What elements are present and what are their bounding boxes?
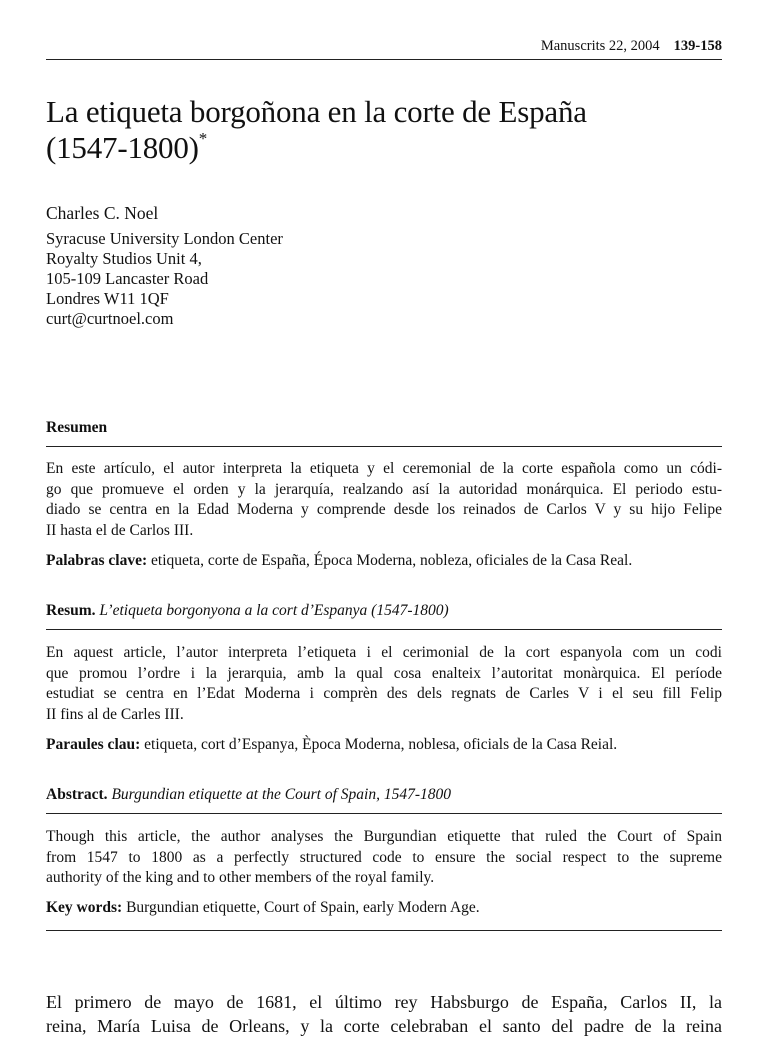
abstract-text [46,827,722,889]
resum-line: En aquest article, l’autor interpreta l’etiqueta i el cerimonial de la cort espanyola com un codi [46,644,722,661]
resumen-line: diado se centra en la Edad Moderna y comprende desde los reinados de Carlos V y su hijo Felipe [46,501,722,519]
keywords-value: Burgundian etiquette, Court of Spain, early Modern Age. [126,899,480,916]
resumen-text [46,459,722,541]
title-line-1: La etiqueta borgoñona en la corte de España [46,94,587,129]
resum-keywords [46,735,617,755]
resum-title: L’etiqueta borgonyona a la cort d’Espanya (1547-1800) [99,602,449,619]
affiliation-line: Londres W11 1QF [46,289,169,308]
keywords-label: Paraules clau: [46,736,141,753]
article-title [46,94,587,166]
resumen-line: II hasta el de Carlos III. [46,521,194,539]
keywords-label: Key words: [46,899,123,916]
abstract-heading: Abstract. Burgundian etiquette at the Court of Spain, 1547-1800 [46,786,451,803]
resum-line: que promou l’ordre i la jerarquia, amb la qual cosa enalteix l’autoritat monàrquica. El període [46,664,722,682]
abstract-bottom-rule [46,930,722,931]
resumen-heading: Resumen [46,419,108,436]
body-line: reina, María Luisa de Orleans, y la corte celebraban el santo del padre de la reina [46,1016,722,1036]
resumen-line: En este artículo, el autor interpreta la etiqueta y el ceremonial de la corte española como un códi- [46,460,722,477]
resumen-rule [46,446,722,447]
abstract-keywords [46,898,480,918]
abstract-line: authority of the king and to other members of the royal family. [46,869,435,887]
keywords-label: Palabras clave: [46,552,148,569]
author-email[interactable]: curt@curtnoel.com [46,309,174,328]
author-affiliation [46,229,283,329]
title-footnote-mark[interactable]: * [198,129,208,148]
resumen-keywords [46,551,632,571]
body-line: El primero de mayo de 1681, el último rey Habsburgo de España, Carlos II, la [46,992,722,1012]
page-range: 139-158 [673,38,722,54]
header-rule [46,59,722,60]
keywords-value: etiqueta, cort d’Espanya, Època Moderna, noblesa, oficials de la Casa Reial. [144,736,618,753]
keywords-value: etiqueta, corte de España, Época Moderna, nobleza, oficiales de la Casa Real. [151,552,633,569]
affiliation-line: Syracuse University London Center [46,229,283,248]
running-head [541,37,722,55]
resum-text [46,643,722,725]
resumen-line: go que promueve el orden y la jerarquía, realzando así la autoridad monárquica. El periodo estu- [46,480,722,498]
main-body-text [46,990,722,1038]
journal-citation: Manuscrits 22, 2004 [540,38,660,54]
affiliation-line: 105-109 Lancaster Road [46,269,209,288]
resum-line: II fins al de Carles III. [46,705,184,723]
abstract-rule [46,813,722,814]
resum-line: estudiat se centra en l’Edat Moderna i comprèn des dels regnats de Carles V i el seu fill Felip [46,685,722,703]
affiliation-line: Royalty Studios Unit 4, [46,249,202,268]
abstract-line: Though this article, the author analyses the Burgundian etiquette that ruled the Court of Spain [46,828,722,845]
title-line-2: (1547-1800) [46,130,199,165]
resum-heading: Resum. L’etiqueta borgonyona a la cort d’Espanya (1547-1800) [46,602,449,619]
author-name: Charles C. Noel [46,203,159,223]
resum-rule [46,629,722,630]
abstract-line: from 1547 to 1800 as a perfectly structured code to ensure the social respect to the supreme [46,848,722,866]
abstract-title: Burgundian etiquette at the Court of Spain, 1547-1800 [111,786,451,803]
